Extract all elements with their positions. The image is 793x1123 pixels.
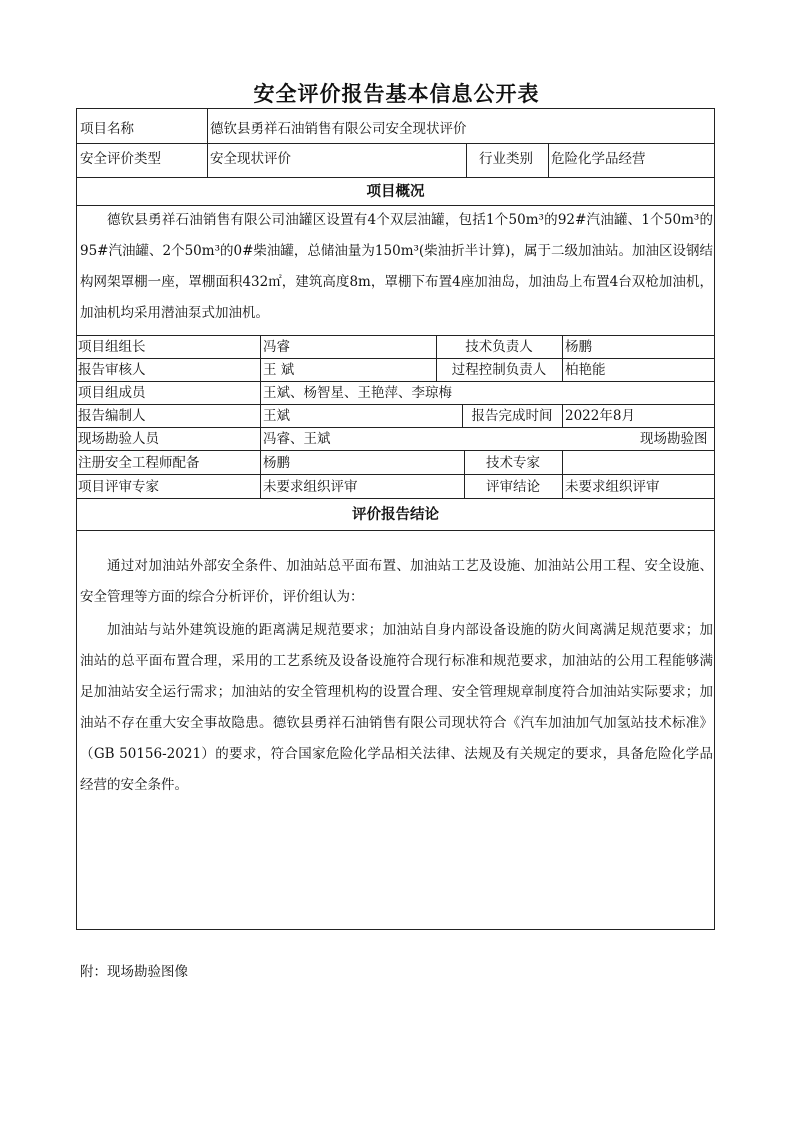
footer-note: 附：现场勘验图像: [80, 964, 188, 980]
expert-label: 技术专家: [486, 455, 540, 471]
date-value: 2022年8月: [565, 408, 635, 424]
engineer-value: 杨鹏: [263, 455, 290, 471]
tech-value: 杨鹏: [565, 339, 592, 355]
overview-paragraph: 德钦县勇祥石油销售有限公司油罐区设置有4个双层油罐，包括1个50m³的92#汽油罐、1个50m³的95#汽油罐、2个50m³的0#柴油罐，总储油量为150m³(柴油折半计算)，属于二级加油站。加油区设钢结构网架罩棚一座，罩棚面积432㎡，建筑高度8m，罩棚下布置4座加油岛，加油岛上布置4台双枪加油机，加油机均采用潜油泵式加油机。: [80, 212, 713, 321]
survey-label: 现场勘验人员: [78, 431, 159, 447]
eval-type-value: 安全现状评价: [210, 151, 291, 167]
reviewer-label: 报告审核人: [78, 362, 146, 378]
conclusion-paragraph-1: 通过对加油站外部安全条件、加油站总平面布置、加油站工艺及设施、加油站公用工程、安全设施、安全管理等方面的综合分析评价，评价组认为：: [80, 558, 713, 605]
overview-heading: 项目概况: [366, 184, 425, 200]
industry-label: 行业类别: [479, 151, 533, 167]
compiler-value: 王斌: [263, 408, 290, 424]
conclusion-heading: 评价报告结论: [352, 507, 439, 523]
reviewer-value: 王 斌: [263, 362, 295, 378]
leader-value: 冯睿: [263, 339, 290, 355]
engineer-label: 注册安全工程师配备: [78, 455, 200, 471]
compiler-label: 报告编制人: [78, 408, 146, 424]
leader-label: 项目组组长: [78, 339, 146, 355]
survey-value: 冯睿、王斌: [263, 431, 331, 447]
tech-label: 技术负责人: [465, 339, 533, 355]
industry-value: 危险化学品经营: [551, 151, 646, 167]
project-name-value: 德钦县勇祥石油销售有限公司安全现状评价: [210, 121, 467, 137]
review-value: 未要求组织评审: [263, 479, 358, 495]
review-label: 项目评审专家: [78, 479, 159, 495]
conclusion-label: 评审结论: [486, 479, 540, 495]
members-label: 项目组成员: [78, 385, 146, 401]
date-label: 报告完成时间: [471, 408, 553, 424]
conclusion-value: 未要求组织评审: [565, 479, 660, 495]
conclusion-paragraph-2: 加油站与站外建筑设施的距离满足规范要求；加油站自身内部设备设施的防火间离满足规范要求；加油站的总平面布置合理，采用的工艺系统及设备设施符合现行标准和规范要求，加油站的公用工程能够满足加油站安全运行需求；加油站的安全管理机构的设置合理、安全管理规章制度符合加油站实际要求；加油站不存在重大安全事故隐患。德钦县勇祥石油销售有限公司现状符合《汽车加油加气加氢站技术标准》（GB 50156-2021）的要求，符合国家危险化学品相关法律、法规及有关规定的要求，具备危险化学品经营的安全条件。: [80, 622, 713, 793]
overview-text: [80, 205, 713, 329]
process-label: 过程控制负责人: [451, 362, 547, 378]
project-name-label: 项目名称: [80, 121, 134, 137]
page-title: 安全评价报告基本信息公开表: [253, 82, 540, 106]
conclusion-text: [80, 551, 713, 801]
process-value: 柏艳能: [565, 362, 606, 378]
survey-image-label: 现场勘验图: [640, 431, 708, 447]
eval-type-label: 安全评价类型: [80, 151, 161, 167]
members-value: 王斌、杨智星、王艳萍、李琼梅: [263, 385, 452, 401]
